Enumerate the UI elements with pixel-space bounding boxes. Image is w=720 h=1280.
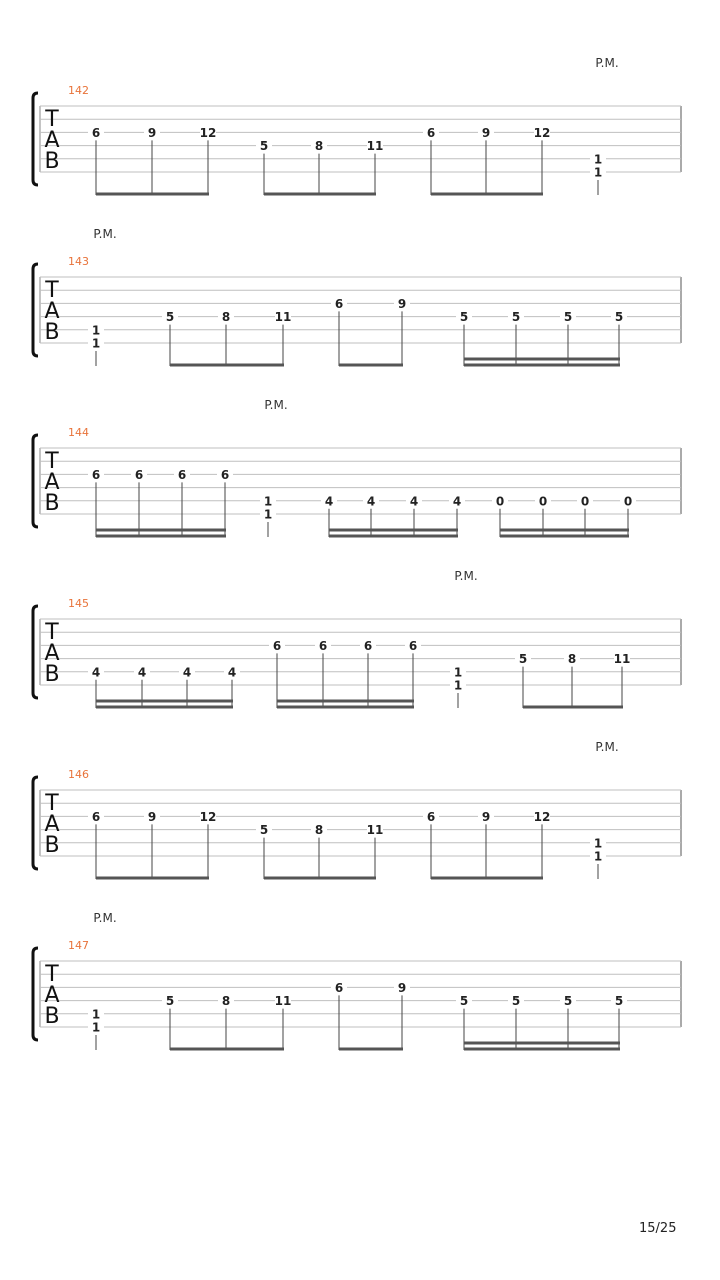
note-beam — [96, 529, 226, 532]
fret-number: 9 — [397, 296, 407, 311]
fret-number: 0 — [495, 494, 505, 509]
fret-number: 1 — [91, 1007, 101, 1022]
fret-number: 5 — [165, 310, 175, 325]
tab-clef-letter: A — [44, 641, 60, 666]
note-beam — [523, 706, 623, 709]
tab-clef-letter: B — [44, 149, 60, 174]
palm-mute-mark: P.M. — [93, 911, 117, 925]
note-beam — [96, 706, 233, 709]
fret-number: 12 — [533, 809, 551, 824]
palm-mute-mark: P.M. — [93, 227, 117, 241]
fret-number: 6 — [272, 638, 282, 653]
tab-clef-letter: B — [44, 491, 60, 516]
fret-number: 6 — [426, 125, 436, 140]
system-bracket — [33, 93, 38, 185]
fret-number: 11 — [274, 310, 292, 325]
palm-mute-mark: P.M. — [264, 398, 288, 412]
fret-number: 6 — [134, 467, 144, 482]
palm-mute-mark: P.M. — [595, 56, 619, 70]
measure-number: 145 — [68, 597, 89, 610]
fret-number: 4 — [366, 494, 376, 509]
fret-number: 11 — [274, 994, 292, 1009]
tab-clef-letter: B — [44, 1004, 60, 1029]
tab-clef-letter: B — [44, 662, 60, 687]
fret-number: 8 — [314, 139, 324, 154]
system-bracket — [33, 948, 38, 1040]
fret-number: 4 — [409, 494, 419, 509]
fret-number: 8 — [221, 994, 231, 1009]
fret-number: 6 — [318, 638, 328, 653]
tab-clef-letter: T — [45, 962, 59, 987]
fret-number: 5 — [259, 139, 269, 154]
tab-clef-letter: B — [44, 833, 60, 858]
note-beam — [96, 193, 209, 196]
tab-clef-letter: T — [45, 278, 59, 303]
fret-number: 12 — [199, 809, 217, 824]
note-beam — [500, 529, 629, 532]
note-beam — [464, 364, 620, 367]
note-beam — [464, 358, 620, 361]
fret-number: 1 — [91, 1020, 101, 1035]
fret-number: 9 — [397, 980, 407, 995]
fret-number: 0 — [580, 494, 590, 509]
system-bracket — [33, 435, 38, 527]
note-beam — [277, 706, 414, 709]
note-beam — [329, 529, 458, 532]
page-number: 15/25 — [639, 1221, 677, 1236]
measure-number: 146 — [68, 768, 89, 781]
note-beam — [170, 364, 284, 367]
fret-number: 5 — [563, 994, 573, 1009]
measure-number: 147 — [68, 939, 89, 952]
tab-clef-letter: A — [44, 128, 60, 153]
fret-number: 0 — [538, 494, 548, 509]
note-beam — [431, 877, 543, 880]
fret-number: 9 — [147, 809, 157, 824]
system-bracket — [33, 777, 38, 869]
fret-number: 5 — [165, 994, 175, 1009]
note-beam — [96, 700, 233, 703]
fret-number: 6 — [91, 467, 101, 482]
fret-number: 5 — [518, 652, 528, 667]
fret-number: 4 — [227, 665, 237, 680]
tab-clef-letter: A — [44, 983, 60, 1008]
fret-number: 6 — [408, 638, 418, 653]
fret-number: 6 — [334, 296, 344, 311]
fret-number: 4 — [182, 665, 192, 680]
note-beam — [277, 700, 414, 703]
note-beam — [339, 1048, 403, 1051]
fret-number: 5 — [459, 994, 469, 1009]
fret-number: 6 — [220, 467, 230, 482]
tab-clef-letter: T — [45, 449, 59, 474]
note-beam — [431, 193, 543, 196]
fret-number: 5 — [614, 310, 624, 325]
measure-number: 143 — [68, 255, 89, 268]
fret-number: 9 — [147, 125, 157, 140]
note-beam — [500, 535, 629, 538]
fret-number: 11 — [366, 139, 384, 154]
system-bracket — [33, 264, 38, 356]
fret-number: 12 — [533, 125, 551, 140]
fret-number: 6 — [363, 638, 373, 653]
tab-clef-letter: T — [45, 620, 59, 645]
fret-number: 1 — [91, 323, 101, 338]
fret-number: 1 — [453, 665, 463, 680]
fret-number: 0 — [623, 494, 633, 509]
measure-number: 142 — [68, 84, 89, 97]
fret-number: 5 — [614, 994, 624, 1009]
fret-number: 4 — [324, 494, 334, 509]
fret-number: 1 — [593, 165, 603, 180]
fret-number: 1 — [593, 836, 603, 851]
note-beam — [96, 877, 209, 880]
fret-number: 5 — [563, 310, 573, 325]
fret-number: 8 — [567, 652, 577, 667]
fret-number: 12 — [199, 125, 217, 140]
note-beam — [329, 535, 458, 538]
fret-number: 6 — [177, 467, 187, 482]
fret-number: 11 — [613, 652, 631, 667]
fret-number: 9 — [481, 809, 491, 824]
fret-number: 5 — [459, 310, 469, 325]
fret-number: 1 — [593, 849, 603, 864]
tab-clef-letter: A — [44, 470, 60, 495]
tab-clef-letter: A — [44, 299, 60, 324]
fret-number: 1 — [593, 152, 603, 167]
tab-clef-letter: T — [45, 791, 59, 816]
fret-number: 1 — [453, 678, 463, 693]
tab-clef-letter: A — [44, 812, 60, 837]
fret-number: 5 — [511, 310, 521, 325]
fret-number: 4 — [91, 665, 101, 680]
note-beam — [464, 1042, 620, 1045]
fret-number: 11 — [366, 823, 384, 838]
fret-number: 8 — [314, 823, 324, 838]
system-bracket — [33, 606, 38, 698]
note-beam — [170, 1048, 284, 1051]
measure-number: 144 — [68, 426, 89, 439]
tab-clef-letter: B — [44, 320, 60, 345]
fret-number: 1 — [263, 507, 273, 522]
tab-clef-letter: T — [45, 107, 59, 132]
fret-number: 6 — [334, 980, 344, 995]
note-beam — [339, 364, 403, 367]
note-beam — [264, 193, 376, 196]
fret-number: 1 — [263, 494, 273, 509]
note-beam — [96, 535, 226, 538]
fret-number: 6 — [91, 809, 101, 824]
palm-mute-mark: P.M. — [595, 740, 619, 754]
fret-number: 8 — [221, 310, 231, 325]
note-beam — [264, 877, 376, 880]
fret-number: 5 — [511, 994, 521, 1009]
fret-number: 9 — [481, 125, 491, 140]
fret-number: 1 — [91, 336, 101, 351]
fret-number: 5 — [259, 823, 269, 838]
fret-number: 6 — [91, 125, 101, 140]
fret-number: 4 — [452, 494, 462, 509]
fret-number: 4 — [137, 665, 147, 680]
note-beam — [464, 1048, 620, 1051]
fret-number: 6 — [426, 809, 436, 824]
palm-mute-mark: P.M. — [454, 569, 478, 583]
